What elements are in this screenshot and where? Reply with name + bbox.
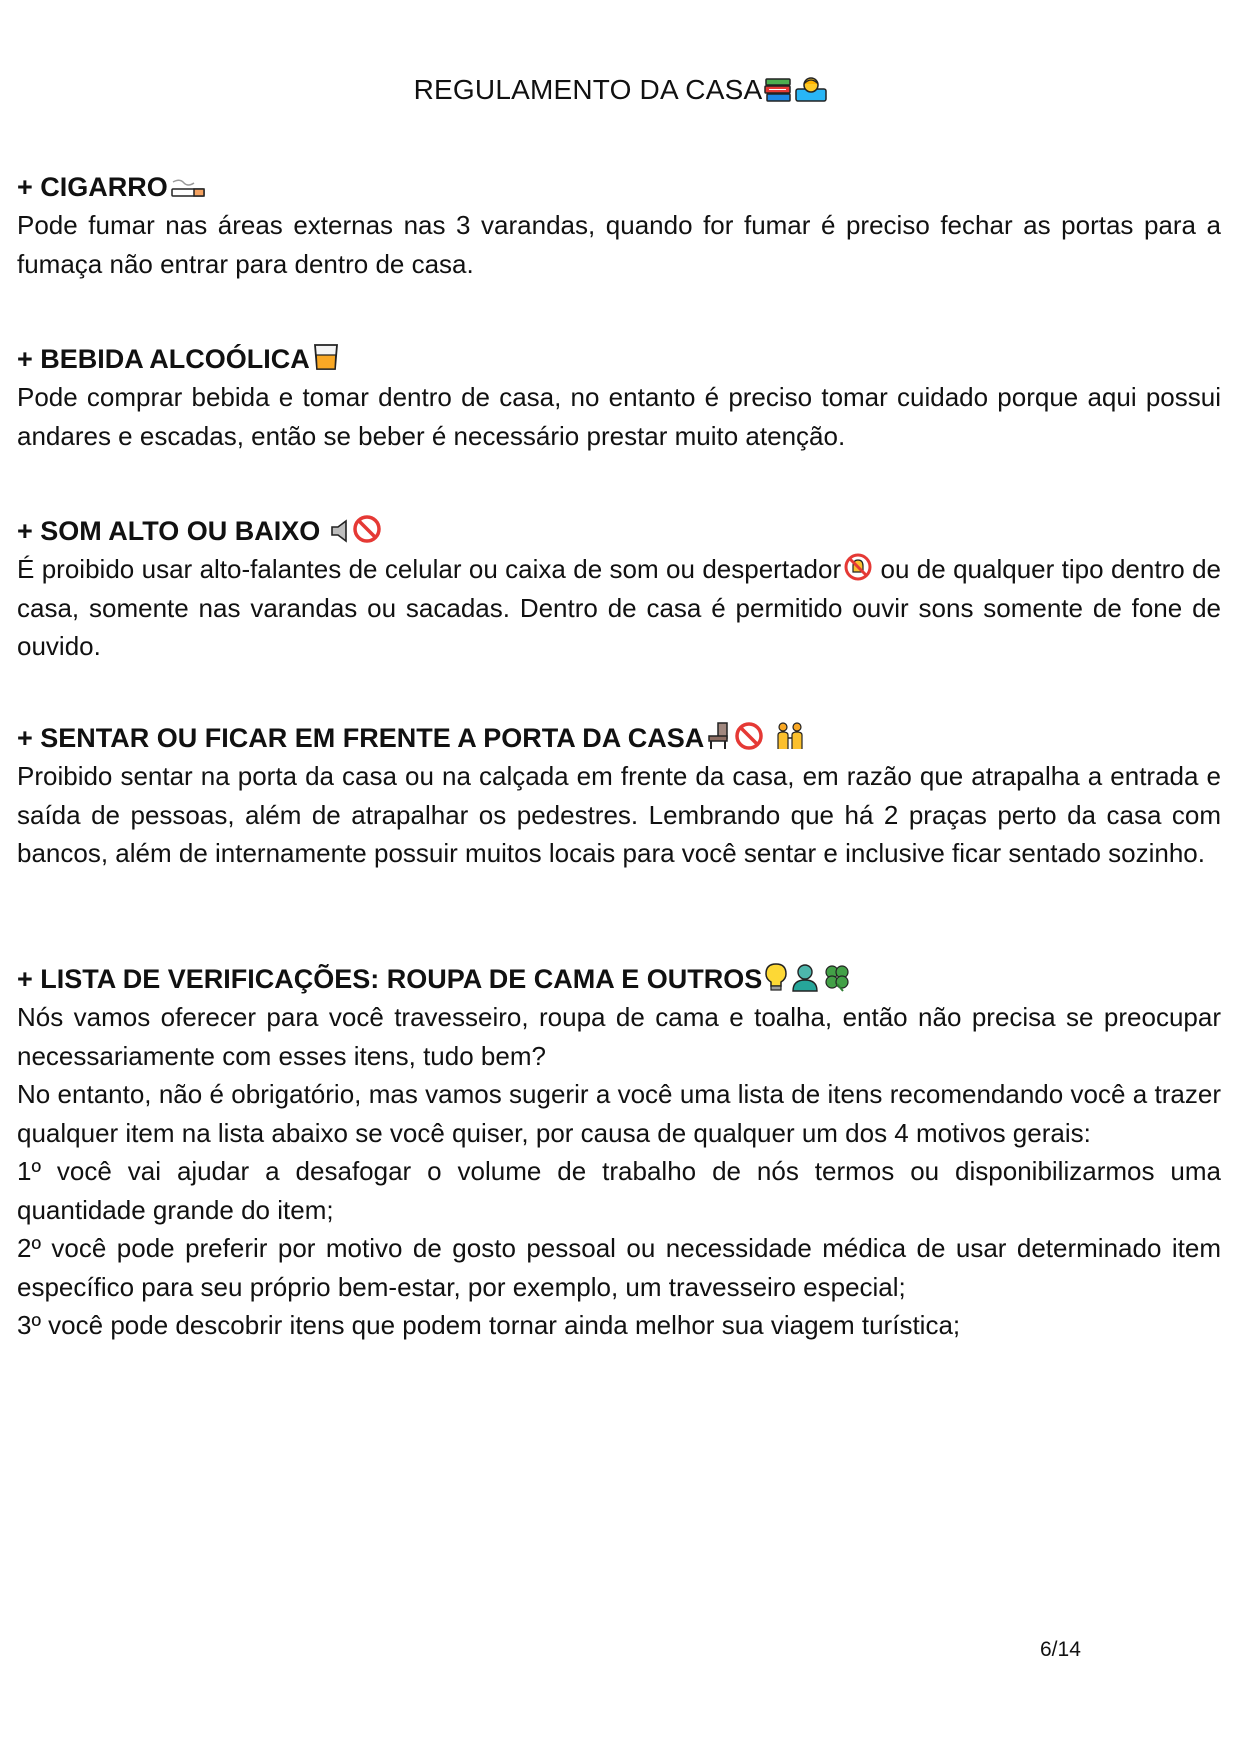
tumbler-glass-icon xyxy=(312,342,340,372)
section-paragraph: 2º você pode preferir por motivo de gosto pessoal ou necessidade médica de usar determinado item específico para seu próprio bem-estar, por exemplo, um travesseiro especial; xyxy=(17,1233,1221,1302)
section-paragraph-text: ou de qualquer tipo dentro de casa, somente nas varandas ou sacadas. Dentro de casa é permitido ouvir sons somente de fone de ouvido. xyxy=(17,554,1221,661)
section-paragraph: 3º você pode descobrir itens que podem tornar ainda melhor sua viagem turística; xyxy=(17,1310,961,1340)
no-bell-icon xyxy=(843,552,873,582)
four-leaf-clover-icon xyxy=(822,962,852,992)
person-in-bed-icon xyxy=(794,75,828,103)
section-heading-text: + BEBIDA ALCOÓLICA xyxy=(17,344,310,374)
light-bulb-icon xyxy=(764,962,788,992)
page-number: 6/14 xyxy=(1040,1638,1081,1661)
prohibited-icon xyxy=(734,721,764,751)
section-heading-text: + CIGARRO xyxy=(17,172,168,202)
section-heading xyxy=(17,719,1221,757)
section-heading-text: + LISTA DE VERIFICAÇÕES: ROUPA DE CAMA E OUTROS xyxy=(17,964,763,994)
books-icon xyxy=(764,77,792,103)
section-paragraph: No entanto, não é obrigatório, mas vamos sugerir a você uma lista de itens recomendando você a trazer qualquer item na lista abaixo se você quiser, por causa de qualquer um dos 4 motivos gerais: xyxy=(17,1079,1221,1148)
section-paragraph: Proibido sentar na porta da casa ou na calçada em frente da casa, em razão que atrapalha a entrada e saída de pessoas, além de atrapalhar os pedestres. Lembrando que há 2 praças perto da casa com bancos, além de internamente possuir muitos locais para você sentar e inclusive ficar sentado sozinho. xyxy=(17,761,1221,868)
section-paragraph: Nós vamos oferecer para você travesseiro, roupa de cama e toalha, então não precisa se preocupar necessariamente com esses itens, tudo bem? xyxy=(17,1002,1221,1071)
document-title-text: REGULAMENTO DA CASA xyxy=(413,74,763,105)
prohibited-icon xyxy=(352,514,382,544)
section-heading xyxy=(17,960,1221,998)
muted-speaker-icon xyxy=(330,518,350,544)
section-paragraph: Pode comprar bebida e tomar dentro de casa, no entanto é preciso tomar cuidado porque aqui possui andares e escadas, então se beber é necessário prestar muito atenção. xyxy=(17,382,1221,451)
person-icon xyxy=(790,962,820,992)
document-title xyxy=(0,74,1242,106)
section-paragraph xyxy=(17,550,1221,666)
section-cigarro xyxy=(17,168,1221,283)
chair-icon xyxy=(706,721,732,751)
section-sentar-porta xyxy=(17,719,1221,873)
section-paragraph-text: É proibido usar alto-falantes de celular ou caixa de som ou despertador xyxy=(17,554,842,584)
section-som-alto-ou-baixo xyxy=(17,512,1221,666)
section-heading-text: + SENTAR OU FICAR EM FRENTE A PORTA DA CASA xyxy=(17,723,705,753)
section-paragraph: Pode fumar nas áreas externas nas 3 varandas, quando for fumar é preciso fechar as portas para a fumaça não entrar para dentro de casa. xyxy=(17,210,1221,279)
cigarette-icon xyxy=(170,178,206,200)
section-lista-de-verificacoes xyxy=(17,960,1221,1345)
people-holding-hands-icon xyxy=(774,721,806,751)
section-heading-text: + SOM ALTO OU BAIXO xyxy=(17,516,321,546)
section-heading xyxy=(17,168,1221,206)
section-bebida-alcoolica xyxy=(17,340,1221,455)
section-heading xyxy=(17,340,1221,378)
section-heading xyxy=(17,512,1221,550)
section-paragraph: 1º você vai ajudar a desafogar o volume de trabalho de nós termos ou disponibilizarmos uma quantidade grande do item; xyxy=(17,1156,1221,1225)
